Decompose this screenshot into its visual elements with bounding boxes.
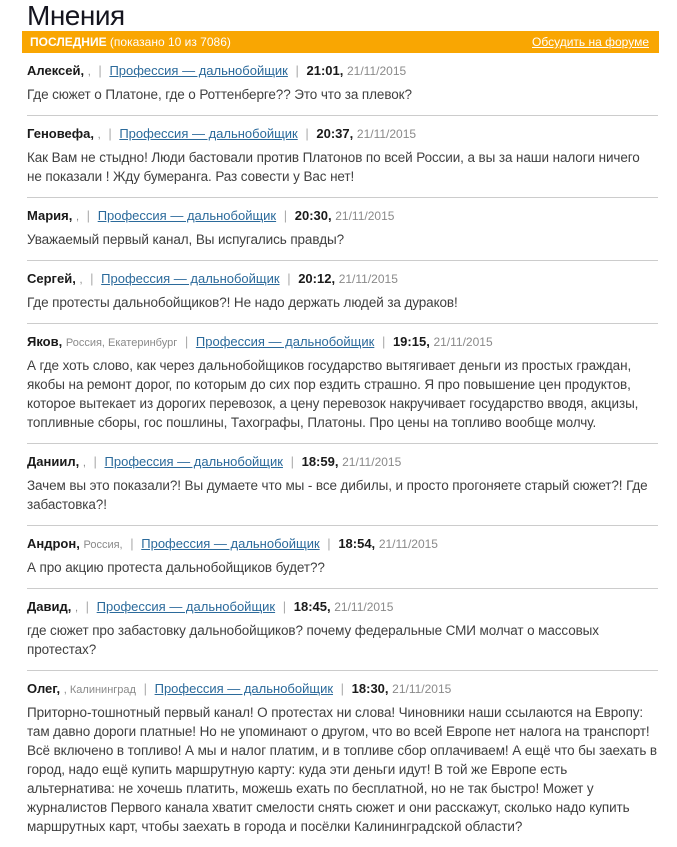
comment-time: 18:54, (338, 536, 376, 551)
profession-link[interactable]: Профессия — дальнобойщик (109, 63, 288, 78)
comment-text: А где хоть слово, как через дальнобойщиков государство вытягивает деньги из простых граждан, якобы на ремонт дорог, по которым до сих пор ездить страшно. Я про повышение цен продуктов, которое вытекает из дорогих перевозок, а цену перевозок накручивает государство вводя, акцизы, топливные сборы, гос пошлины, Тахографы, Платоны. Про цены на топливо вообще молчу. (27, 358, 639, 430)
meta-pipe-icon: | (130, 536, 134, 551)
comment-time: 20:37, (316, 126, 354, 141)
comment-item (27, 116, 658, 198)
comment-time: 20:30, (294, 208, 332, 223)
profession-link[interactable]: Профессия — дальнобойщик (141, 536, 320, 551)
comment-text: где сюжет про забастовку дальнобойщиков? почему федеральные СМИ молчат о массовых протестах? (27, 623, 599, 657)
profession-link[interactable]: Профессия — дальнобойщик (101, 271, 280, 286)
comment-date: 21/11/2015 (392, 682, 452, 696)
meta-pipe-icon: | (295, 63, 299, 78)
comment-item (27, 444, 658, 526)
author-name: Андрон, (27, 536, 80, 551)
comment-time: 21:01, (306, 63, 344, 78)
comment-text: Где протесты дальнобойщиков?! Не надо держать людей за дураков! (27, 295, 458, 310)
comment-date: 21/11/2015 (433, 335, 493, 349)
author-location: , (74, 602, 79, 614)
author-name: Даниил, (27, 454, 80, 469)
comment-date: 21/11/2015 (347, 64, 407, 78)
author-name: Геновефа, (27, 126, 94, 141)
comment-time: 18:30, (351, 681, 389, 696)
meta-pipe-icon: | (282, 599, 287, 614)
author-location: Россия, (83, 539, 123, 551)
comment-meta (27, 207, 658, 226)
comment-meta (27, 333, 658, 352)
comment-date: 21/11/2015 (342, 455, 402, 469)
profession-link[interactable]: Профессия — дальнобойщик (97, 208, 277, 223)
author-location: , (75, 211, 80, 223)
meta-pipe-icon: | (93, 454, 97, 469)
comment-text: А про акцию протеста дальнобойщиков будет?? (27, 560, 325, 575)
comment-date: 21/11/2015 (335, 209, 395, 223)
comment-text: Где сюжет о Платоне, где о Роттенберге?? Это что за плевок? (27, 87, 412, 102)
meta-pipe-icon: | (290, 454, 294, 469)
author-name: Сергей, (27, 271, 76, 286)
comment-item (27, 261, 658, 324)
meta-pipe-icon: | (381, 334, 386, 349)
meta-pipe-icon: | (86, 208, 91, 223)
comment-item (27, 671, 658, 847)
author-location: Россия, Екатеринбург (65, 337, 178, 349)
author-location: , (79, 274, 83, 286)
comment-time: 19:15, (392, 334, 430, 349)
comment-meta (27, 680, 658, 699)
comment-time: 18:45, (293, 599, 331, 614)
author-name: Давид, (27, 599, 72, 614)
comment-meta (27, 62, 658, 81)
author-location: , (97, 129, 101, 141)
author-name: Яков, (27, 334, 63, 349)
latest-counter (30, 35, 231, 49)
author-name: Олег, (27, 681, 61, 696)
comment-date: 21/11/2015 (378, 537, 438, 551)
author-location: , (87, 66, 91, 78)
comment-date: 21/11/2015 (334, 600, 394, 614)
page-title: Мнения (27, 0, 125, 31)
meta-pipe-icon: | (90, 271, 94, 286)
comment-item (27, 526, 658, 589)
profession-link[interactable]: Профессия — дальнобойщик (96, 599, 276, 614)
comment-text: Зачем вы это показали?! Вы думаете что мы - все дибилы, и просто прогоняете старый сюжет?! Где забастовка?! (27, 478, 648, 512)
discuss-on-forum-link[interactable]: Обсудить на форуме (532, 35, 649, 49)
profession-link[interactable]: Профессия — дальнобойщик (154, 681, 334, 696)
author-location: , Калининград (63, 684, 136, 696)
profession-link[interactable]: Профессия — дальнобойщик (119, 126, 298, 141)
comment-item (27, 589, 658, 671)
comment-text: Приторно-тошнотный первый канал! О протестах ни слова! Чиновники наши ссылаются на Европу: там давно дороги платные! Но не упоминают о другом, что во всей Европе нет налога на транспорт!Всё включено в топливо! А мы и налог платим, и в топливе сбор оплачиваем! А ещё что бы заехать в город, надо ещё купить маршрутную карту: куда эти деньги идут! В той же Европе есть альтернатива: не хочешь платить, можешь ехать по бесплатной, но не так быстро! Может у журналистов Первого канала хватит смелости снять сюжет и они расскажут, сколько надо купить маршрутных карт, чтобы заехать в города и посёлки Калининградской области? (27, 705, 657, 834)
comment-time: 18:59, (301, 454, 339, 469)
meta-pipe-icon: | (340, 681, 345, 696)
meta-pipe-icon: | (287, 271, 291, 286)
comment-item (27, 324, 658, 444)
comment-meta (27, 598, 658, 617)
profession-link[interactable]: Профессия — дальнобойщик (104, 454, 283, 469)
comment-meta (27, 125, 658, 144)
meta-pipe-icon: | (305, 126, 309, 141)
comment-item (27, 198, 658, 261)
meta-pipe-icon: | (143, 681, 147, 696)
comment-text: Уважаемый первый канал, Вы испугались правды? (27, 232, 345, 247)
comments-list (27, 53, 658, 847)
latest-comments-bar (22, 31, 659, 53)
comment-item (27, 53, 658, 116)
comment-time: 20:12, (298, 271, 336, 286)
author-name: Мария, (27, 208, 73, 223)
comment-meta (27, 270, 658, 289)
meta-pipe-icon: | (184, 334, 189, 349)
meta-pipe-icon: | (327, 536, 331, 551)
meta-pipe-icon: | (108, 126, 112, 141)
shown-counter: (показано 10 из 7086) (106, 35, 231, 49)
comment-date: 21/11/2015 (338, 272, 398, 286)
meta-pipe-icon: | (85, 599, 90, 614)
meta-pipe-icon: | (283, 208, 288, 223)
meta-pipe-icon: | (98, 63, 102, 78)
comment-date: 21/11/2015 (356, 127, 417, 141)
comment-meta (27, 535, 658, 554)
author-location: , (82, 457, 86, 469)
profession-link[interactable]: Профессия — дальнобойщик (195, 334, 375, 349)
comment-meta (27, 453, 658, 472)
comment-text: Как Вам не стыдно! Люди бастовали против Платонов по всей России, а вы за наши налоги ничего не показали ! Жду бумеранга. Раз совести у Вас нет! (27, 150, 640, 184)
author-name: Алексей, (27, 63, 85, 78)
latest-label: ПОСЛЕДНИЕ (30, 35, 107, 49)
